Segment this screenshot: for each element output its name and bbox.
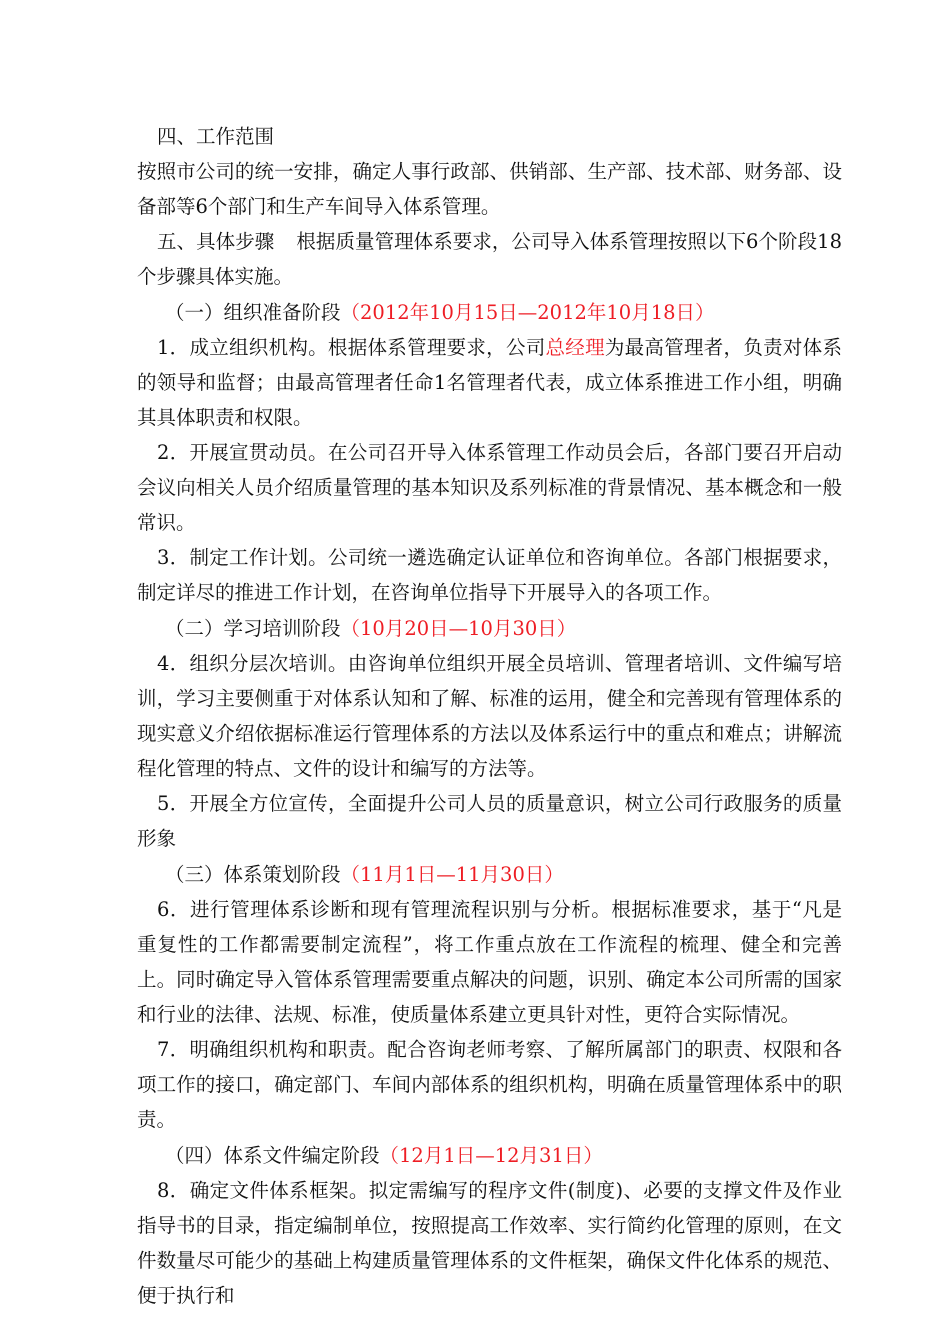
section-5-paragraph — [137, 224, 842, 294]
step-4: 4．组织分层次培训。由咨询单位组织开展全员培训、管理者培训、文件编写培训，学习主要侧重于对体系认知和了解、标准的运用，健全和完善现有管理体系的现实意义介绍依据标准运行管理体系的方法以及体系运行中的重点和难点；讲解流程化管理的特点、文件的设计和编写的方法等。 — [137, 652, 842, 780]
step-7: 7．明确组织机构和职责。配合咨询老师考察、了解所属部门的职责、权限和各项工作的接口，确定部门、车间内部体系的组织机构，明确在质量管理体系中的职责。 — [137, 1038, 842, 1131]
step-1 — [137, 330, 842, 435]
step-1-text-after: 为最高管理者，负责对体系的领导和监督；由最高管理者任命1名管理者代表，成立体系推进工作小组，明确其具体职责和权限。 — [137, 336, 842, 429]
step-8: 8．确定文件体系框架。拟定需编写的程序文件(制度)、必要的支撑文件及作业指导书的目录，指定编制单位，按照提高工作效率、实行简约化管理的原则，在文件数量尽可能少的基础上构建质量管理体系的文件框架，确保文件化体系的规范、便于执行和 — [137, 1179, 842, 1307]
phase-2-title: （二）学习培训阶段 — [165, 617, 341, 640]
step-5: 5．开展全方位宣传，全面提升公司人员的质量意识，树立公司行政服务的质量形象 — [137, 792, 842, 850]
section-5-intro: 根据质量管理体系要求，公司导入体系管理按照以下6个阶段18个步骤具体实施。 — [137, 230, 842, 288]
step-2: 2．开展宣贯动员。在公司召开导入体系管理工作动员会后，各部门要召开启动会议向相关人员介绍质量管理的基本知识及系列标准的背景情况、基本概念和一般常识。 — [137, 441, 842, 534]
phase-1-header — [137, 295, 842, 330]
step-1-highlight: 总经理 — [545, 336, 605, 359]
phase-3-header — [137, 857, 842, 892]
phase-2-dates: （10月20日—10月30日） — [340, 617, 577, 640]
phase-4-header — [137, 1138, 842, 1173]
document-body — [137, 119, 842, 1313]
step-3: 3．制定工作计划。公司统一遴选确定认证单位和咨询单位。各部门根据要求，制定详尽的推进工作计划，在咨询单位指导下开展导入的各项工作。 — [137, 546, 842, 604]
section-4-heading: 四、工作范围 — [157, 125, 275, 148]
phase-2-header — [137, 611, 842, 646]
phase-1-dates: （2012年10月15日—2012年10月18日） — [340, 301, 715, 324]
phase-3-dates: （11月1日—11月30日） — [340, 863, 564, 886]
phase-4-title: （四）体系文件编定阶段 — [165, 1144, 380, 1167]
step-1-text-before: 1．成立组织机构。根据体系管理要求，公司 — [157, 336, 546, 359]
section-4-body: 按照市公司的统一安排，确定人事行政部、供销部、生产部、技术部、财务部、设备部等6个部门和生产车间导入体系管理。 — [137, 160, 842, 218]
phase-4-dates: （12月1日—12月31日） — [379, 1144, 603, 1167]
phase-3-title: （三）体系策划阶段 — [165, 863, 341, 886]
section-5-heading: 五、具体步骤 — [157, 230, 275, 253]
phase-1-title: （一）组织准备阶段 — [165, 301, 341, 324]
step-6: 6．进行管理体系诊断和现有管理流程识别与分析。根据标准要求，基于“凡是重复性的工作都需要制定流程”，将工作重点放在工作流程的梳理、健全和完善上。同时确定导入管体系管理需要重点解决的问题，识别、确定本公司所需的国家和行业的法律、法规、标准，使质量体系建立更具针对性，更符合实际情况。 — [137, 898, 842, 1026]
